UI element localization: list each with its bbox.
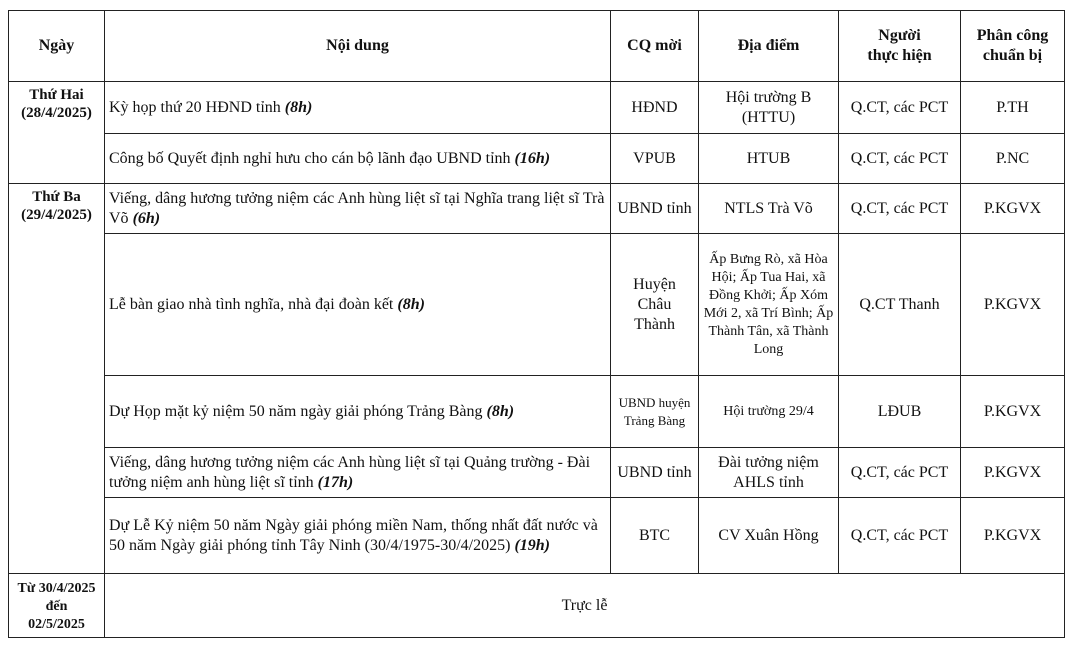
place-cell: Ấp Bưng Rò, xã Hòa Hội; Ấp Tua Hai, xã Đồng Khởi; Ấp Xóm Mới 2, xã Trí Bình; Ấp Thành Tân, xã Thành Long bbox=[699, 234, 839, 376]
assign-cell: P.KGVX bbox=[961, 184, 1065, 234]
place-cell: HTUB bbox=[699, 134, 839, 184]
day-cell-monday: Thứ Hai (28/4/2025) bbox=[9, 82, 105, 184]
agency-cell: VPUB bbox=[611, 134, 699, 184]
person-cell: Q.CT, các PCT bbox=[839, 448, 961, 498]
header-place: Địa điểm bbox=[699, 11, 839, 82]
place-cell: Hội trường B (HTTU) bbox=[699, 82, 839, 134]
content-cell: Kỳ họp thứ 20 HĐND tỉnh (8h) bbox=[105, 82, 611, 134]
assign-cell: P.KGVX bbox=[961, 448, 1065, 498]
agency-cell: BTC bbox=[611, 498, 699, 574]
agency-cell: UBND tỉnh bbox=[611, 184, 699, 234]
header-day: Ngày bbox=[9, 11, 105, 82]
place-cell: CV Xuân Hồng bbox=[699, 498, 839, 574]
table-row bbox=[9, 82, 1065, 134]
assign-cell: P.KGVX bbox=[961, 376, 1065, 448]
agency-cell: UBND huyện Trảng Bàng bbox=[611, 376, 699, 448]
table-row bbox=[9, 376, 1065, 448]
table-row bbox=[9, 448, 1065, 498]
day-cell-holiday: Từ 30/4/2025 đến 02/5/2025 bbox=[9, 574, 105, 638]
agency-cell: HĐND bbox=[611, 82, 699, 134]
assign-cell: P.KGVX bbox=[961, 498, 1065, 574]
agency-cell: UBND tỉnh bbox=[611, 448, 699, 498]
assign-cell: P.NC bbox=[961, 134, 1065, 184]
header-assign: Phân công chuẩn bị bbox=[961, 11, 1065, 82]
content-cell: Viếng, dâng hương tưởng niệm các Anh hùng liệt sĩ tại Quảng trường - Đài tưởng niệm anh hùng liệt sĩ tỉnh (17h) bbox=[105, 448, 611, 498]
holiday-duty-cell: Trực lễ bbox=[105, 574, 1065, 638]
place-cell: Đài tưởng niệm AHLS tỉnh bbox=[699, 448, 839, 498]
person-cell: Q.CT Thanh bbox=[839, 234, 961, 376]
header-person: Người thực hiện bbox=[839, 11, 961, 82]
content-cell: Dự Họp mặt kỷ niệm 50 năm ngày giải phóng Trảng Bàng (8h) bbox=[105, 376, 611, 448]
table-row bbox=[9, 234, 1065, 376]
day-cell-tuesday: Thứ Ba (29/4/2025) bbox=[9, 184, 105, 574]
content-cell: Lễ bàn giao nhà tình nghĩa, nhà đại đoàn kết (8h) bbox=[105, 234, 611, 376]
header-agency: CQ mời bbox=[611, 11, 699, 82]
assign-cell: P.TH bbox=[961, 82, 1065, 134]
assign-cell: P.KGVX bbox=[961, 234, 1065, 376]
table-row bbox=[9, 184, 1065, 234]
table-row bbox=[9, 498, 1065, 574]
person-cell: Q.CT, các PCT bbox=[839, 184, 961, 234]
content-cell: Dự Lễ Kỷ niệm 50 năm Ngày giải phóng miền Nam, thống nhất đất nước và 50 năm Ngày giải phóng tỉnh Tây Ninh (30/4/1975-30/4/2025) (19h) bbox=[105, 498, 611, 574]
person-cell: Q.CT, các PCT bbox=[839, 498, 961, 574]
agency-cell: Huyện Châu Thành bbox=[611, 234, 699, 376]
table-row bbox=[9, 134, 1065, 184]
header-row bbox=[9, 11, 1065, 82]
schedule-table bbox=[8, 10, 1065, 638]
person-cell: Q.CT, các PCT bbox=[839, 82, 961, 134]
person-cell: LĐUB bbox=[839, 376, 961, 448]
place-cell: NTLS Trà Võ bbox=[699, 184, 839, 234]
content-cell: Viếng, dâng hương tưởng niệm các Anh hùng liệt sĩ tại Nghĩa trang liệt sĩ Trà Võ (6h) bbox=[105, 184, 611, 234]
place-cell: Hội trường 29/4 bbox=[699, 376, 839, 448]
table-row bbox=[9, 574, 1065, 638]
content-cell: Công bố Quyết định nghỉ hưu cho cán bộ lãnh đạo UBND tỉnh (16h) bbox=[105, 134, 611, 184]
header-content: Nội dung bbox=[105, 11, 611, 82]
person-cell: Q.CT, các PCT bbox=[839, 134, 961, 184]
